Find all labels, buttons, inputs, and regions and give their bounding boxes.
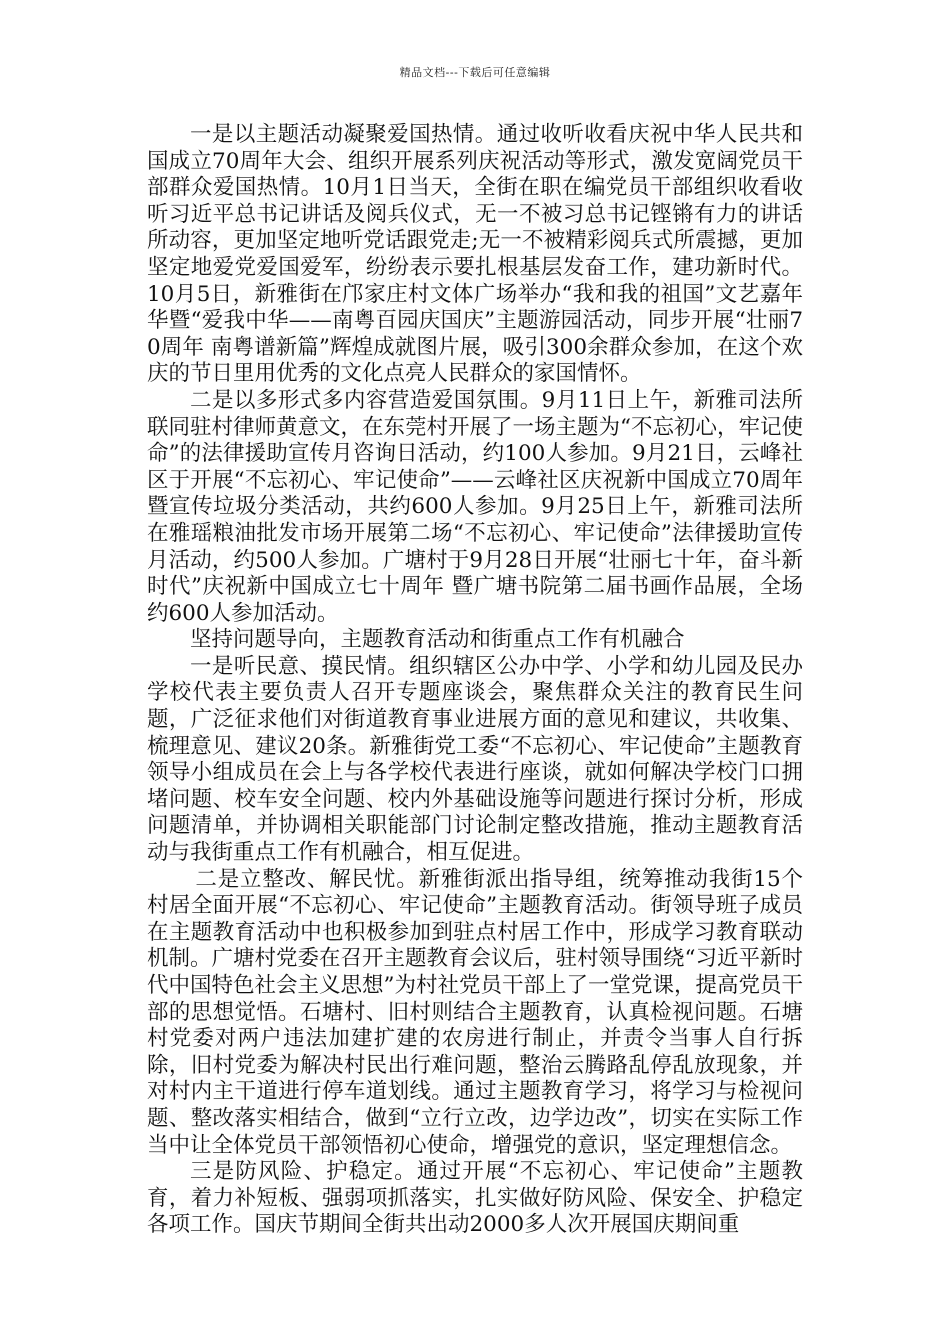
- section-heading-problem-orientation: 坚持问题导向，主题教育活动和街重点工作有机融合: [190, 627, 685, 653]
- paragraph-rectification: 二是立整改、解民忧。新雅街派出指导组，统筹推动我街15个村居全面开展“不忘初心、牢记使命”主题教育活动。街领导班子成员在主题教育活动中也积极参加到驻点村居工作中，形成学习教育联动机制。广塘村党委在召开主题教育会议后，驻村领导围绕“习近平新时代中国特色社会主义思想”为村社党员干部上了一堂党课，提高党员干部的思想觉悟。石塘村、旧村则结合主题教育，认真检视问题。石塘村党委对两户违法加建扩建的农房进行制止，并责令当事人自行拆除，旧村党委为解决村民出行难问题，整治云腾路乱停乱放现象，并对村内主干道进行停车道划线。通过主题教育学习，将学习与检视问题、整改落实相结合，做到“立行立改，边学边改”，切实在实际工作当中让全体党员干部领悟初心使命，增强党的意识，坚定理想信念。: [147, 866, 803, 1158]
- page-header: 精品文档---下载后可任意编辑: [399, 66, 551, 79]
- paragraph-patriotic-atmosphere: 二是以多形式多内容营造爱国氛围。9月11日上午，新雅司法所联同驻村律师黄意文，在东莞村开展了一场主题为“不忘初心，牢记使命”的法律援助宣传月咨询日活动，约100人参加。9月21日，云峰社区于开展“不忘初心、牢记使命”——云峰社区庆祝新中国成立70周年暨宣传垃圾分类活动，共约600人参加。9月25日上午，新雅司法所在雅瑶粮油批发市场开展第二场“不忘初心、牢记使命”法律援助宣传月活动，约500人参加。广塘村于9月28日开展“壮丽七十年，奋斗新时代”庆祝新中国成立七十周年 暨广塘书院第二届书画作品展，全场约600人参加活动。: [147, 387, 803, 626]
- paragraph-listen-to-public: 一是听民意、摸民情。组织辖区公办中学、小学和幼儿园及民办学校代表主要负责人召开专题座谈会，聚焦群众关注的教育民生问题，广泛征求他们对街道教育事业进展方面的意见和建议，共收集、梳理意见、建议20条。新雅街党工委“不忘初心、牢记使命”主题教育领导小组成员在会上与各学校代表进行座谈，就如何解决学校门口拥堵问题、校车安全问题、校内外基础设施等问题进行探讨分析，形成问题清单，并协调相关职能部门讨论制定整改措施，推动主题教育活动与我街重点工作有机融合，相互促进。: [147, 653, 803, 866]
- paragraph-patriotic-activities: 一是以主题活动凝聚爱国热情。通过收听收看庆祝中华人民共和国成立70周年大会、组织开展系列庆祝活动等形式，激发宽阔党员干部群众爱国热情。10月1日当天，全街在职在编党员干部组织收看收听习近平总书记讲话及阅兵仪式，无一不被习总书记铿锵有力的讲话所动容，更加坚定地听党话跟党走;无一不被精彩阅兵式所震撼，更加坚定地爱党爱国爱军，纷纷表示要扎根基层发奋工作，建功新时代。10月5日，新雅街在邝家庄村文体广场举办“我和我的祖国”文艺嘉年华暨“爱我中华——南粤百园庆国庆”主题游园活动，同步开展“壮丽70周年 南粤谱新篇”辉煌成就图片展，吸引300余群众参加，在这个欢庆的节日里用优秀的文化点亮人民群众的家国情怀。: [147, 122, 803, 387]
- document-body: [147, 122, 803, 1239]
- paragraph-risk-prevention: 三是防风险、护稳定。通过开展“不忘初心、牢记使命”主题教育，着力补短板、强弱项抓落实，扎实做好防风险、保安全、护稳定各项工作。国庆节期间全街共出动2000多人次开展国庆期间重: [147, 1159, 803, 1238]
